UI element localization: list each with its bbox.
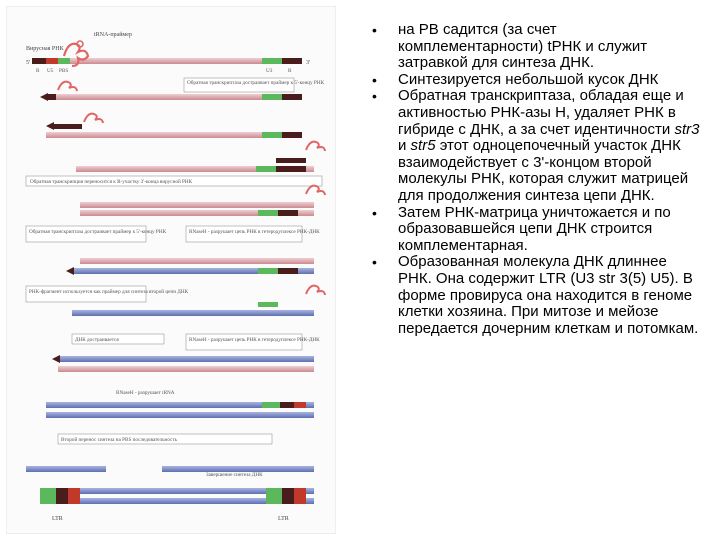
dna-strand (26, 466, 106, 472)
reverse-transcription-diagram (6, 6, 336, 534)
r-segment (278, 210, 298, 216)
u5-segment (46, 58, 58, 64)
u3-segment (262, 132, 282, 138)
bullet-item (372, 88, 704, 204)
step4-text: РНК-фрагмент используется как праймер для синтеза второй цепи ДНК (29, 289, 189, 295)
bullet-text: на РВ садится (за счет комплементарности) tРНК и служит затравкой для синтеза ДНК. (398, 21, 648, 72)
bullet-item (372, 205, 704, 255)
step7-text: Второй перенос синтеза на PBS последовательность (61, 437, 177, 443)
step2-text: Обратная транскрипция переносится к R-участку 3'-конца вирусной РНК (30, 179, 193, 185)
u3-segment (262, 94, 282, 100)
bullet-item (372, 254, 704, 337)
ltr-right-u5 (294, 488, 306, 504)
r-end-label: R (288, 68, 292, 74)
dna-fragment (52, 124, 82, 129)
r-label: R (36, 68, 40, 74)
step5b-text: RNaseH - разрушает цепь РНК в гетеродуплексе РНК-ДНК (189, 337, 320, 343)
ltr-right-u3 (266, 488, 282, 504)
step6-text: RNaseH - разрушает tRNA (116, 390, 175, 396)
ltr-left-u5 (68, 488, 80, 504)
bullet-text: Синтезируется небольшой кусок ДНК (398, 70, 659, 88)
rna-strand (80, 258, 314, 264)
r-end-segment (282, 132, 302, 138)
bullet-text: Затем РНК-матрица уничтожается и по образовавшейся цепи ДНК строится комплементарная. (398, 203, 671, 254)
ltr-left-r (56, 488, 68, 504)
r-segment (280, 402, 294, 408)
r-end-segment (282, 58, 302, 64)
dna-strand (58, 356, 314, 362)
rna-strand (58, 366, 314, 372)
r-end-segment (276, 166, 306, 172)
text-panel (372, 22, 704, 337)
bullet-text: Обратная транскриптаза, обладая еще и активностью РНК-азы Н, удаляет РНК в гибриде с ДНК, а за счет идентичности (398, 87, 684, 138)
three-prime-label: 3' (306, 60, 311, 66)
bullet-text: Образованная молекула ДНК длиннее РНК. Она содержит LTR (U3 str 3(5) U5). В форме провируса она находится в геноме клетки хозяина. При митозе и мейозе передается дочерним клеткам и потомкам. (398, 253, 699, 337)
viral-rna-label: Вирусная РНК (26, 46, 64, 52)
five-prime-label: 5' (26, 60, 31, 66)
ltr-right-label: LTR (278, 516, 289, 522)
u3-segment (256, 166, 276, 172)
rna-strand (80, 202, 314, 208)
u5-segment (294, 402, 306, 408)
rna-strand (32, 58, 302, 64)
pbs-label: PBS (59, 68, 69, 74)
dna-fragment (276, 158, 306, 163)
step5-text: ДНК достраивается (75, 337, 119, 343)
ltr-left-label: LTR (52, 516, 63, 522)
bullet-item (372, 72, 704, 89)
bullet-text: str3 (674, 120, 700, 138)
r-end-segment (282, 94, 302, 100)
bullet-list (372, 22, 704, 337)
trna-primer-label: tRNA-праймер (94, 32, 132, 38)
step3b-text: RNaseH - разрушает цепь РНК в гетеродуплексе РНК-ДНК (189, 229, 320, 235)
ltr-right-r (282, 488, 294, 504)
dna-strand (72, 310, 314, 316)
u3-segment (258, 210, 278, 216)
bullet-text: str5 (410, 137, 436, 155)
u3-label: U3 (266, 68, 273, 74)
dna-strand-2 (46, 412, 314, 418)
u5-label: U5 (47, 68, 54, 74)
bullet-item (372, 22, 704, 72)
u3-segment (258, 268, 278, 274)
u3-segment (262, 402, 280, 408)
step1-text: Обратная транскриптаза достраивает праймер к 5'-концу РНК (187, 80, 325, 86)
r-segment (32, 58, 46, 64)
u3-segment (258, 302, 278, 307)
step8-text: Завершение синтеза ДНК (206, 472, 263, 478)
r-segment (278, 268, 298, 274)
bullet-text: этот одноцепочечный участок ДНК взаимодействует с 3'-концом второй молекулы РНК, которая служит матрицей для продолжения синтеза цепи ДНК. (398, 137, 689, 204)
ltr-left-u3 (40, 488, 56, 504)
diagram-svg (6, 6, 336, 534)
bullet-text: и (398, 137, 411, 155)
u3-segment (262, 58, 282, 64)
step3-text: Обратная транскриптаза достраивает праймер к 5'-концу РНК (29, 229, 167, 235)
pbs-segment (58, 58, 70, 64)
